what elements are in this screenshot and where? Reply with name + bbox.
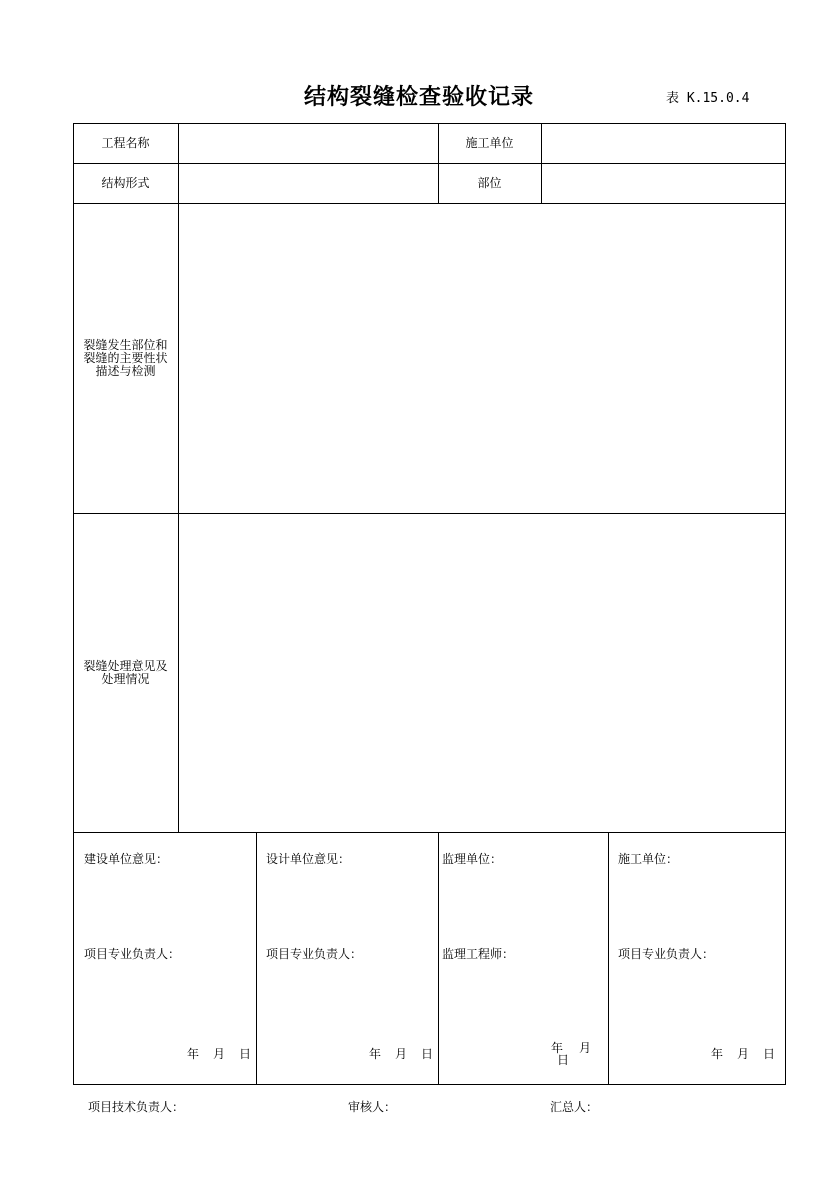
project-name-label: 工程名称 xyxy=(101,135,150,150)
contractor-unit-label: 施工单位： xyxy=(618,852,679,866)
month-label: 月 xyxy=(579,1041,592,1055)
construction-unit-label: 施工单位 xyxy=(465,135,514,150)
column-divider xyxy=(256,832,257,1085)
owner-date xyxy=(187,1045,251,1062)
day-label: 日 xyxy=(557,1053,570,1067)
designer-person-label: 项目专业负责人： xyxy=(266,947,363,961)
location-field[interactable] xyxy=(542,163,786,203)
month-label: 月 xyxy=(213,1047,226,1061)
year-label: 年 xyxy=(187,1047,200,1061)
column-divider xyxy=(608,832,609,1085)
compiler-label: 汇总人： xyxy=(550,1100,599,1114)
row-divider xyxy=(73,832,786,833)
form-code: 表 K.15.0.4 xyxy=(666,91,750,106)
owner-opinion-label: 建设单位意见： xyxy=(84,852,169,866)
month-label: 月 xyxy=(395,1047,408,1061)
month-label: 月 xyxy=(737,1047,750,1061)
supervisor-engineer-label: 监理工程师： xyxy=(442,947,515,961)
tech-lead-label: 项目技术负责人： xyxy=(88,1100,185,1114)
day-label: 日 xyxy=(239,1047,252,1061)
crack-description-field[interactable] xyxy=(179,203,786,513)
owner-person-label: 项目专业负责人： xyxy=(84,947,181,961)
year-label: 年 xyxy=(551,1041,564,1055)
day-label: 日 xyxy=(421,1047,434,1061)
year-label: 年 xyxy=(711,1047,724,1061)
designer-opinion-label: 设计单位意见： xyxy=(266,852,351,866)
location-label: 部位 xyxy=(477,175,502,190)
contractor-date xyxy=(711,1045,775,1062)
column-divider xyxy=(438,832,439,1085)
supervisor-unit-label: 监理单位： xyxy=(442,852,503,866)
project-name-field[interactable] xyxy=(179,123,438,163)
contractor-person-label: 项目专业负责人： xyxy=(618,947,715,961)
structure-type-label: 结构形式 xyxy=(101,175,150,190)
day-label: 日 xyxy=(763,1047,776,1061)
crack-treatment-field[interactable] xyxy=(179,513,786,832)
crack-description-label: 裂缝发生部位和 裂缝的主要性状 描述与检测 xyxy=(83,337,168,378)
reviewer-label: 审核人： xyxy=(348,1100,397,1114)
crack-treatment-label: 裂缝处理意见及 处理情况 xyxy=(83,658,168,686)
year-label: 年 xyxy=(369,1047,382,1061)
structure-type-field[interactable] xyxy=(179,163,438,203)
page-title: 结构裂缝检查验收记录 xyxy=(303,85,534,110)
construction-unit-field[interactable] xyxy=(542,123,786,163)
supervisor-date xyxy=(551,1039,595,1069)
designer-date xyxy=(369,1045,433,1062)
